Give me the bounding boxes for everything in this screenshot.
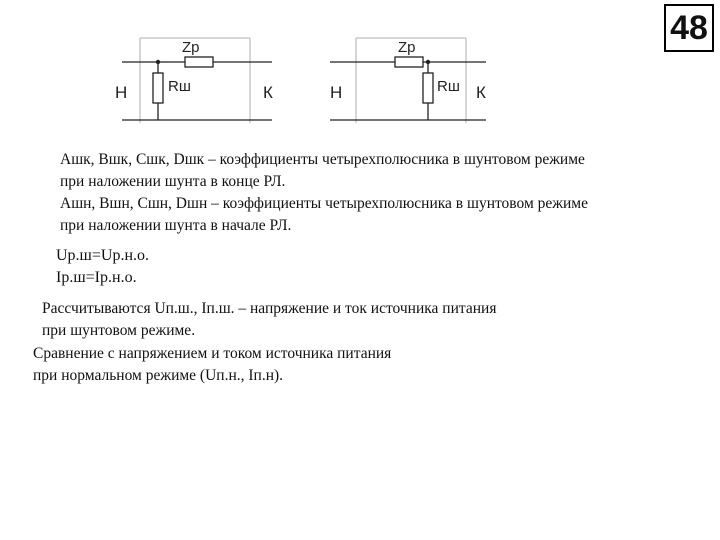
slide-number: 48	[664, 4, 714, 52]
calculation-line: Рассчитываются Uп.ш., Iп.ш. – напряжение и ток источника питания	[42, 300, 497, 317]
series-impedance-symbol	[185, 57, 213, 67]
definition-line: Ашк, Вшк, Сшк, Dшк – коэффициенты четырехполюсника в шунтовом режиме	[60, 151, 585, 168]
shunt-element-label: Rш	[437, 78, 460, 95]
equation-voltage: Uр.ш=Uр.н.о.	[56, 247, 150, 264]
comparison-line: при нормальном режиме (Uп.н., Iп.н).	[33, 367, 284, 384]
comparison-note	[33, 343, 391, 387]
circuit-diagram-shunt-start	[100, 28, 290, 128]
calculation-line: при шунтовом режиме.	[42, 322, 196, 339]
shunt-resistor-symbol	[153, 73, 163, 103]
comparison-line: Сравнение с напряжением и током источника питания	[33, 345, 392, 362]
definition-line: Ашн, Вшн, Сшн, Dшн – коэффициенты четырехполюсника в шунтовом режиме	[60, 195, 588, 212]
coefficient-definitions	[60, 149, 588, 237]
start-terminal-label: Н	[330, 83, 343, 102]
end-terminal-label: К	[263, 83, 273, 102]
start-terminal-label: Н	[115, 83, 128, 102]
shunt-resistor-symbol	[423, 73, 433, 103]
circuit-diagram-shunt-end	[316, 28, 506, 128]
end-terminal-label: К	[476, 83, 486, 102]
equation-current: Iр.ш=Iр.н.о.	[56, 269, 137, 286]
calculation-note	[42, 298, 496, 342]
equations	[56, 245, 149, 289]
definition-line: при наложении шунта в конце РЛ.	[60, 173, 286, 190]
series-element-label: Zp	[398, 39, 416, 56]
shunt-element-label: Rш	[168, 78, 191, 95]
series-impedance-symbol	[395, 57, 423, 67]
series-element-label: Zp	[182, 39, 200, 56]
definition-line: при наложении шунта в начале РЛ.	[60, 217, 292, 234]
